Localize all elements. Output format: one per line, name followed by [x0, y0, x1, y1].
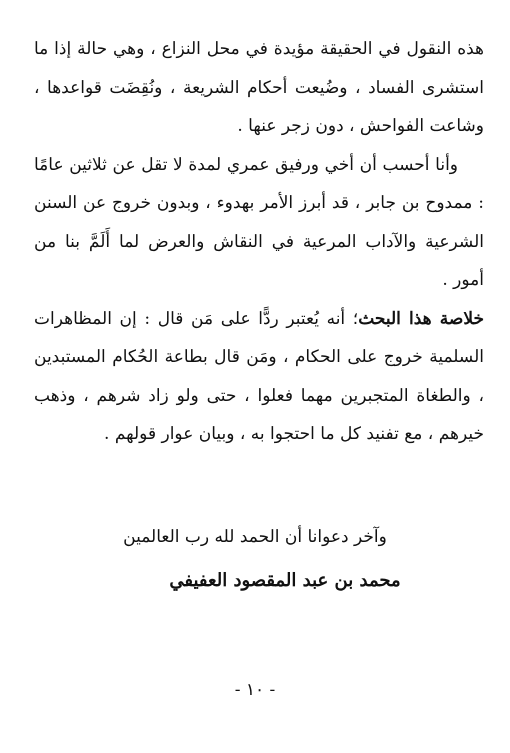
page-number: - ١٠ -	[234, 680, 276, 700]
paragraph-1: هذه النقول في الحقيقة مؤيدة في محل النزاع ، وهي حالة إذا ما استشرى الفساد ، وضُيعت أحكام الشريعة ، ونُقِضَت قواعدها ، وشاعت الفواحش ، دون زجر عنها .	[34, 39, 484, 136]
paragraph-summary	[34, 300, 484, 454]
body-text	[34, 30, 484, 454]
summary-heading: خلاصة هذا البحث	[358, 308, 484, 329]
author-signature: محمد بن عبد المقصود العفيفي	[169, 570, 401, 591]
closing-line: وآخر دعوانا أن الحمد لله رب العالمين	[123, 527, 387, 547]
paragraph-2: وأنا أحسب أن أخي ورفيق عمري لمدة لا تقل عن ثلاثين عامًا : ممدوح بن جابر ، قد أبرز الأمر بهدوء ، وبدون خروج عن السنن الشرعية والآداب المرعية في النقاش والعرض لما أَلَمَّ بنا من أمور .	[34, 154, 484, 290]
summary-text: ؛ أنه يُعتبر ردًّا على مَن قال : إن المظاهرات السلمية خروج على الحكام ، ومَن قال بطاعة الحُكام المستبدين ، والطغاة المتجبرين مهما فعلوا ، حتى ولو زاد شرهم ، وذهب خيرهم ، مع تفنيد كل ما احتجوا به ، وبيان عوار قولهم .	[34, 308, 484, 444]
